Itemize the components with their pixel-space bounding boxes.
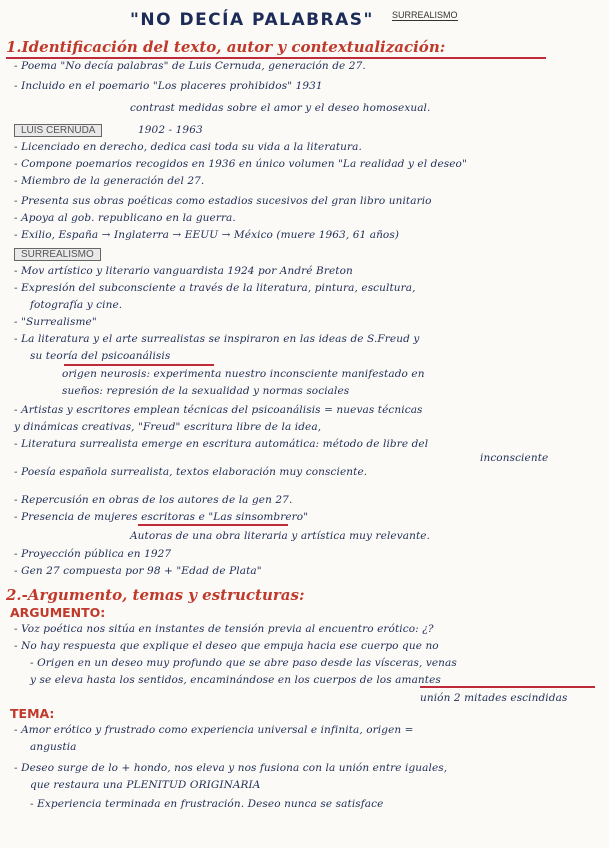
section2-heading: 2.-Argumento, temas y estructuras: [6, 586, 305, 604]
s1-line-4: - Licenciado en derecho, dedica casi toda su vida a la literatura. [14, 141, 362, 153]
g27-line-4: - Gen 27 compuesta por 98 + "Edad de Plata" [14, 565, 262, 577]
arg-line-1: - No hay respuesta que explique el deseo que empuja hacia ese cuerpo que no [14, 640, 439, 652]
arg-line-4: unión 2 mitades escindidas [420, 692, 568, 704]
s1-line-3: 1902 - 1963 [138, 124, 203, 136]
tema-line-4: - Experiencia terminada en frustración. Deseo nunca se satisface [30, 798, 384, 810]
g27-line-1: - Presencia de mujeres escritoras e "Las sinsombrero" [14, 511, 309, 523]
sur-line-10: - Literatura surrealista emerge en escritura automática: método de libre del [14, 438, 429, 450]
psicoanalisis-underline [64, 364, 214, 366]
surrealismo-label: SURREALISMO [14, 248, 101, 261]
sur-line-2: fotografía y cine. [30, 299, 123, 311]
cernuda-label: LUIS CERNUDA [14, 124, 102, 137]
section1-heading: 1.Identificación del texto, autor y contextualización: [6, 38, 446, 56]
tema-line-2: - Deseo surge de lo + hondo, nos eleva y nos fusiona con la unión entre iguales, [14, 762, 448, 774]
argumento-label: ARGUMENTO: [10, 605, 106, 620]
arg-line-3: y se eleva hasta los sentidos, encaminándose en los cuerpos de los amantes [30, 674, 441, 686]
sur-line-7: sueños: represión de la sexualidad y normas sociales [62, 385, 350, 397]
s1-line-9: - Exilio, España → Inglaterra → EEUU → México (muere 1963, 61 años) [14, 229, 400, 241]
arg-line-0: - Voz poética nos sitúa en instantes de tensión previa al encuentro erótico: ¿? [14, 623, 434, 635]
amantes-underline [420, 686, 595, 688]
sur-line-12: - Poesía española surrealista, textos elaboración muy consciente. [14, 466, 368, 478]
g27-line-0: - Repercusión en obras de los autores de la gen 27. [14, 494, 293, 506]
s1-line-6: - Miembro de la generación del 27. [14, 175, 205, 187]
s1-line-5: - Compone poemarios recogidos en 1936 en único volumen "La realidad y el deseo" [14, 158, 467, 170]
sur-line-0: - Mov artístico y literario vanguardista 1924 por André Breton [14, 265, 353, 277]
s1-line-2: contrast medidas sobre el amor y el deseo homosexual. [130, 102, 431, 114]
sur-line-3: - "Surrealisme" [14, 316, 97, 328]
arg-line-2: - Origen en un deseo muy profundo que se abre paso desde las vísceras, venas [30, 657, 457, 669]
tema-label: TEMA: [10, 706, 55, 721]
sur-line-6: origen neurosis: experimenta nuestro inconsciente manifestado en [62, 368, 425, 380]
tema-line-3: que restaura una PLENITUD ORIGINARIA [30, 779, 261, 791]
g27-line-3: - Proyección pública en 1927 [14, 548, 172, 560]
sur-line-5: su teoría del psicoanálisis [30, 350, 171, 362]
section1-heading-underline [6, 57, 546, 59]
page-title: "NO DECÍA PALABRAS" [130, 10, 374, 30]
sur-line-4: - La literatura y el arte surrealistas se inspiraron en las ideas de S.Freud y [14, 333, 420, 345]
tema-line-1: angustia [30, 741, 77, 753]
sur-line-9: y dinámicas creativas, "Freud" escritura libre de la idea, [14, 421, 322, 433]
g27-line-2: Autoras de una obra literaria y artística muy relevante. [130, 530, 431, 542]
sur-line-11: inconsciente [480, 452, 549, 464]
tema-line-0: - Amor erótico y frustrado como experiencia universal e infinita, origen = [14, 724, 414, 736]
s1-line-7: - Presenta sus obras poéticas como estadios sucesivos del gran libro unitario [14, 195, 432, 207]
mujeres-underline [138, 524, 288, 526]
sur-line-1: - Expresión del subconsciente a través de la literatura, pintura, escultura, [14, 282, 416, 294]
s1-line-1: - Incluido en el poemario "Los placeres prohibidos" 1931 [14, 80, 323, 92]
topic-tag: SURREALISMO [392, 10, 458, 20]
s1-line-0: - Poema "No decía palabras" de Luis Cernuda, generación de 27. [14, 60, 366, 72]
sur-line-8: - Artistas y escritores emplean técnicas del psicoanálisis = nuevas técnicas [14, 404, 423, 416]
s1-line-8: - Apoya al gob. republicano en la guerra. [14, 212, 236, 224]
